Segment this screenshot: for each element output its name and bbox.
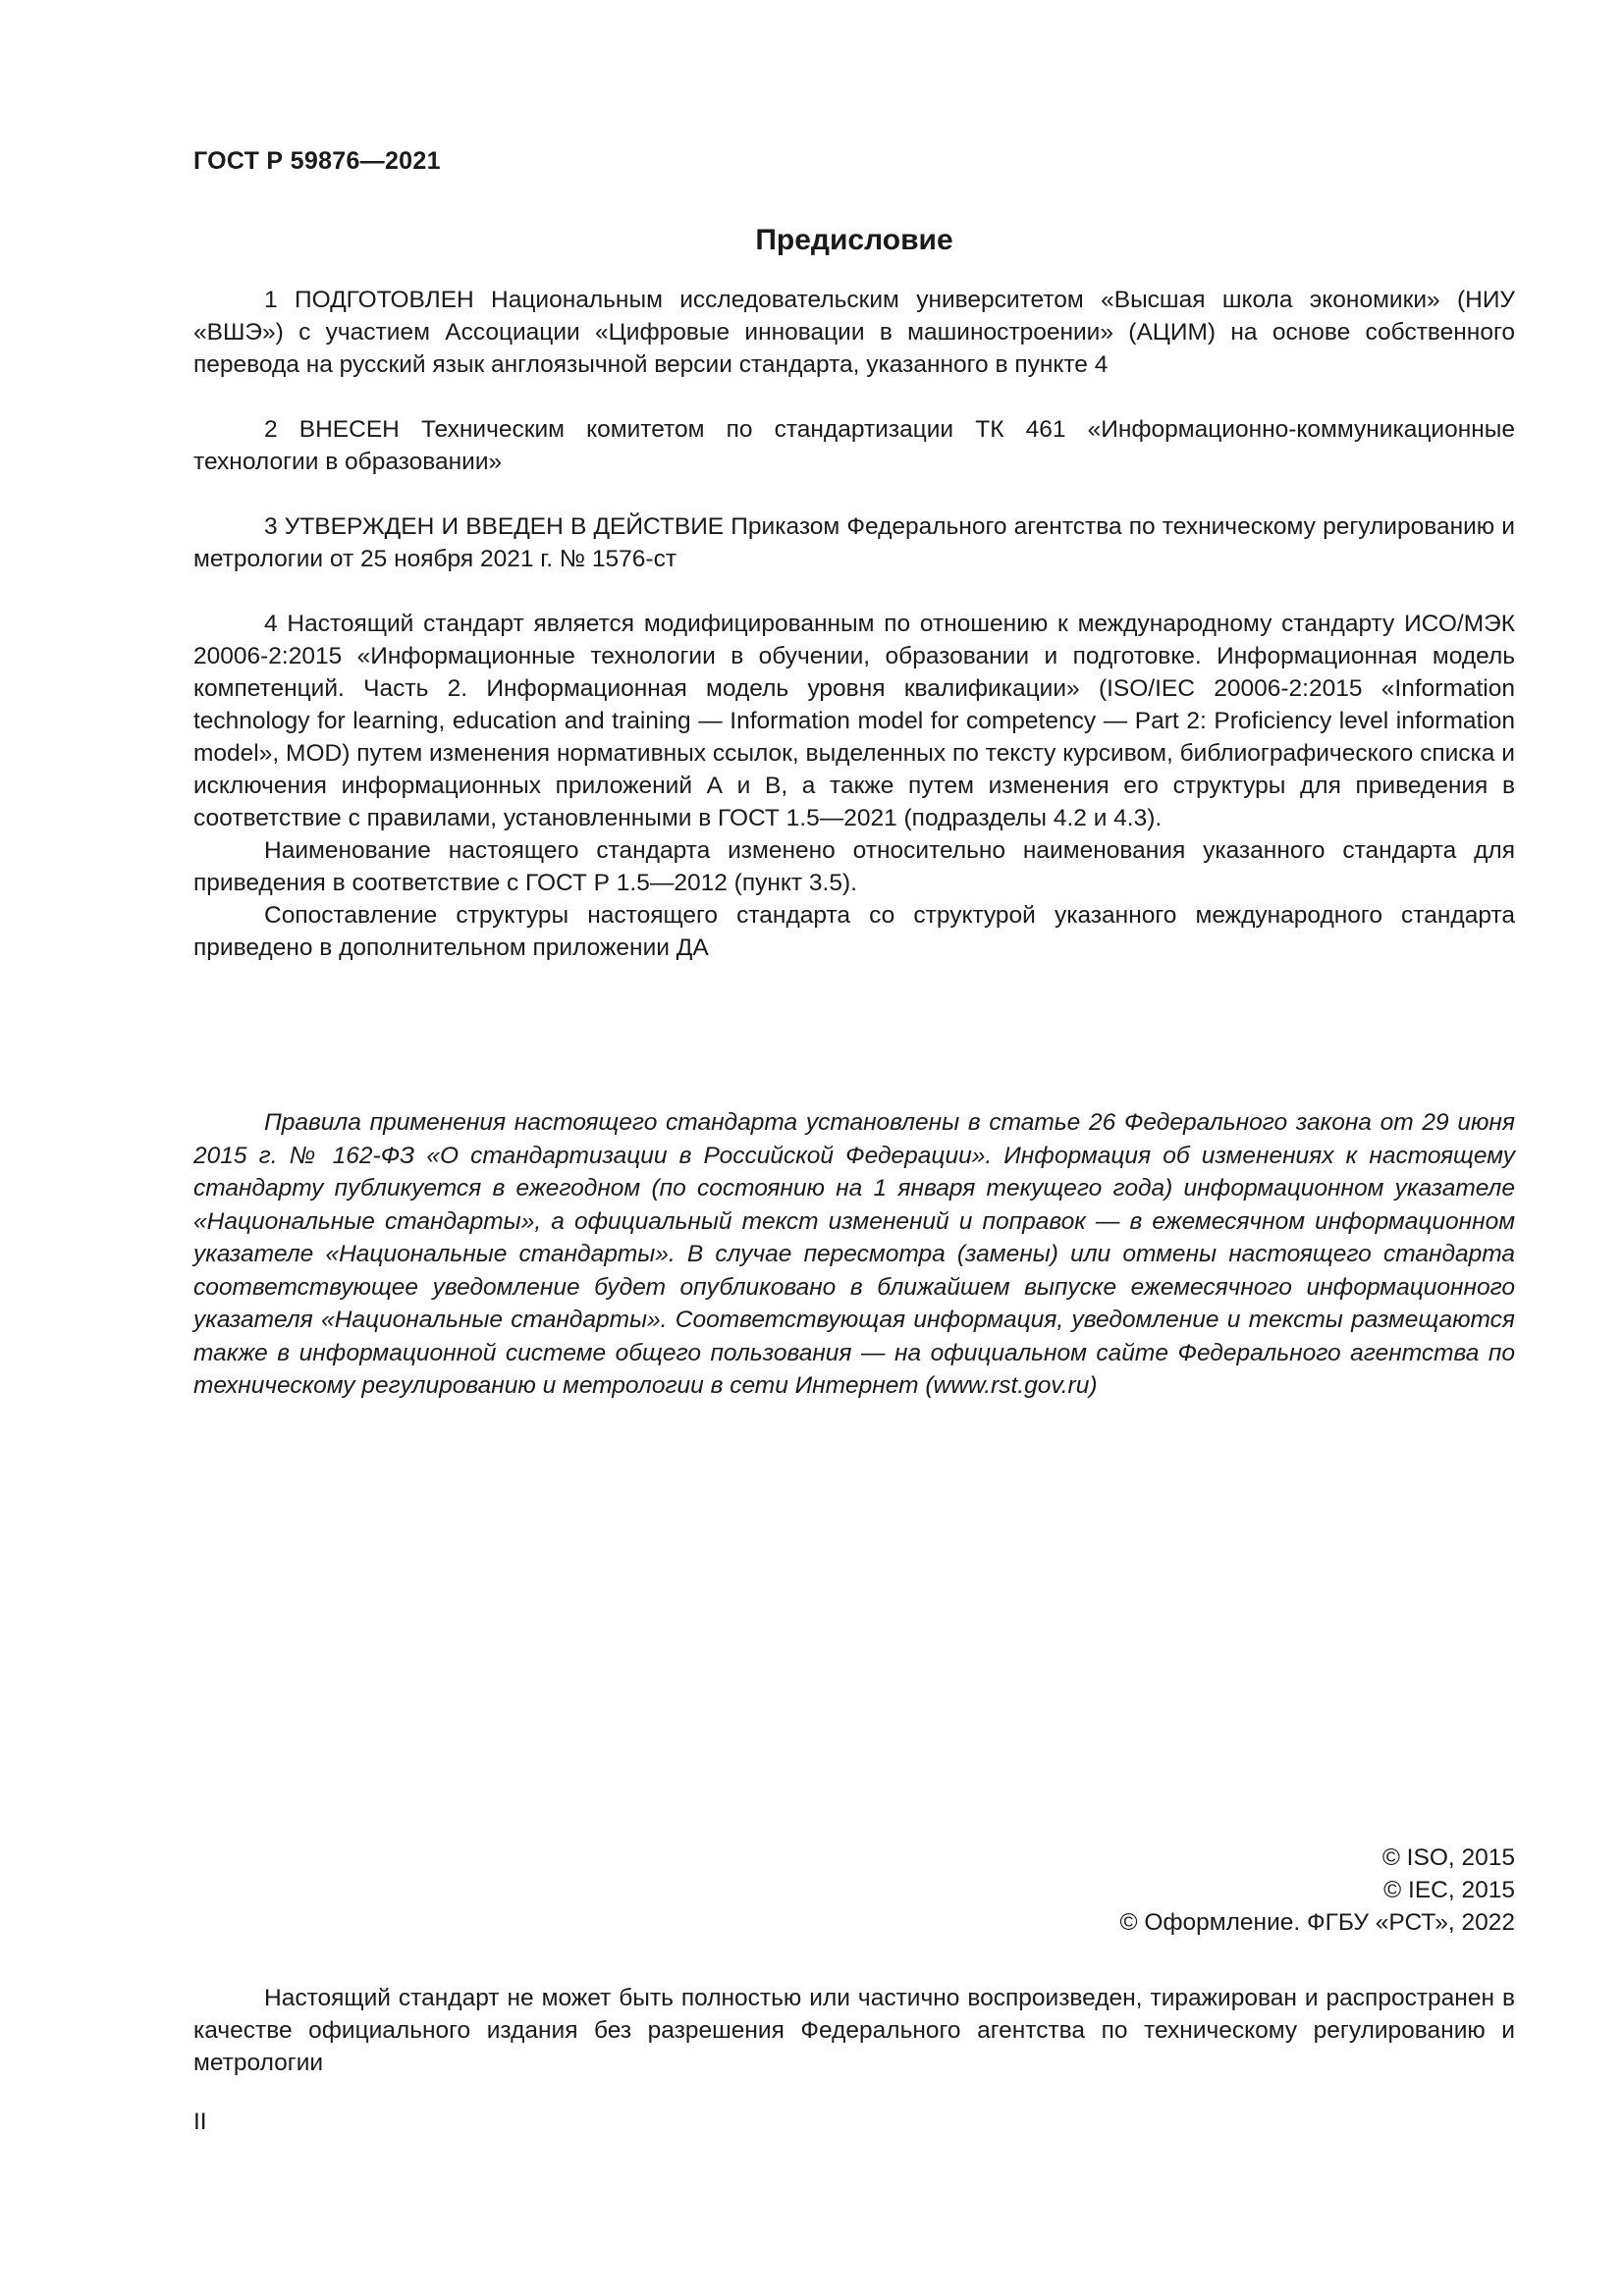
paragraph-prepared: 1 ПОДГОТОВЛЕН Национальным исследовательским университетом «Высшая школа экономики» (НИУ «ВШЭ») с участием Ассоциации «Цифровые инновации в машиностроении» (АЦИМ) на основе собственного перевода на русский язык англоязычной версии стандарта, указанного в пункте 4 [193, 287, 1515, 378]
paragraph-submitted: 2 ВНЕСЕН Техническим комитетом по стандартизации ТК 461 «Информационно-коммуникационные технологии в образовании» [193, 416, 1515, 475]
document-code: ГОСТ Р 59876—2021 [193, 147, 441, 175]
copyright-iso: © ISO, 2015 [1381, 1844, 1515, 1871]
reproduction-notice: Настоящий стандарт не может быть полностью или частично воспроизведен, тиражирован и распространен в качестве официального издания без разрешения Федерального агентства по техническому регулированию и метрологии [193, 1985, 1515, 2076]
page-title: Предисловие [755, 224, 953, 256]
page-number: II [193, 2109, 207, 2135]
foreword-body [193, 284, 1515, 964]
rules-of-application: Правила применения настоящего стандарта установлены в статье 26 Федерального закона от 29 июня 2015 г. № 162-ФЗ «О стандартизации в Российской Федерации». Информация об изменениях к настоящему стандарту публикуется в ежегодном (по состоянию на 1 января текущего года) информационном указателе «Национальные стандарты», а официальный текст изменений и поправок — в ежемесячном информационном указателе «Национальные стандарты». В случае пересмотра (замены) или отмены настоящего стандарта соответствующее уведомление будет опубликовано в ближайшем выпуске ежемесячного информационного указателя «Национальные стандарты». Соответствующая информация, уведомление и тексты размещаются также в информационной системе общего пользования — на официальном сайте Федерального агентства по техническому регулированию и метрологии в сети Интернет (www.rst.gov.ru) [193, 1109, 1515, 1399]
paragraph-comparison: Сопоставление структуры настоящего стандарта со структурой указанного международного стандарта приведено в дополнительном приложении ДА [193, 902, 1515, 961]
copyright-block [1119, 1842, 1515, 1939]
document-page [193, 0, 1515, 2296]
copyright-rst: © Оформление. ФГБУ «РСТ», 2022 [1119, 1909, 1515, 1936]
paragraph-approved: 3 УТВЕРЖДЕН И ВВЕДЕН В ДЕЙСТВИЕ Приказом Федерального агентства по техническому регулированию и метрологии от 25 ноября 2021 г. № 1576-ст [193, 513, 1515, 572]
copyright-iec: © IEC, 2015 [1383, 1877, 1515, 1903]
paragraph-modified: 4 Настоящий стандарт является модифицированным по отношению к международному стандарту ИСО/МЭК 20006-2:2015 «Информационные технологии в обучении, образовании и подготовке. Информационная модель компетенций. Часть 2. Информационная модель уровня квалификации» (ISO/IEC 20006-2:2015 «Information technology for learning, education and training — Information model for competency — Part 2: Proficiency level information model», MOD) путем изменения нормативных ссылок, выделенных по тексту курсивом, библиографического списка и исключения информационных приложений А и В, а также путем изменения его структуры для приведения в соответствие с правилами, установленными в ГОСТ 1.5—2021 (подразделы 4.2 и 4.3). [193, 611, 1515, 831]
paragraph-title-change: Наименование настоящего стандарта изменено относительно наименования указанного стандарта для приведения в соответствие с ГОСТ Р 1.5—2012 (пункт 3.5). [193, 837, 1515, 896]
